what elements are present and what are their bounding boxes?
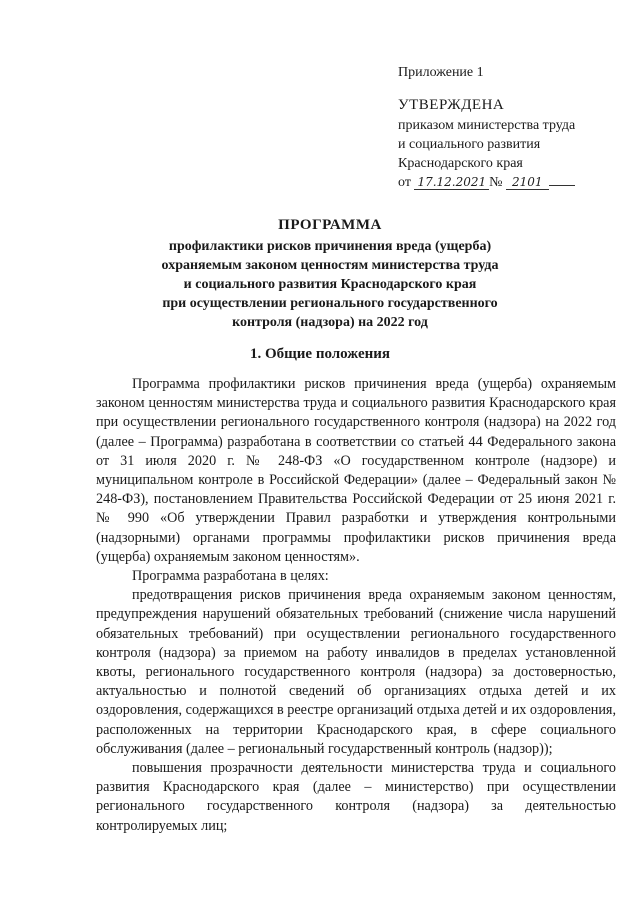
section-heading: 1. Общие положения [249,346,391,362]
paragraph-intro: Программа профилактики рисков причинения вреда (ущерба) охраняемым законом ценностям министерства труда и социального развития Краснодарского края при осуществлении регионального государственного контроля (надзора) на 2022 год (далее – Программа) разработана в соответствии со статьей 44 Федерального закона от 31 июля 2020 г. № 248-ФЗ «О государственном контроле (надзоре) и муниципальном контроле в Российской Федерации» (далее – Федеральный закон № 248-ФЗ), постановлением Правительства Российской Федерации от 25 июня 2021 г. № 990 «Об утверждении Правил разработки и утверждения контрольными (надзорными) органами программы профилактики рисков причинения вреда (ущерба) охраняемым законом ценностям». [96,376,616,565]
approval-line-3: Краснодарского края [398,156,523,171]
program-title: ПРОГРАММА [278,217,382,233]
title-line-4: при осуществлении регионального государственного [162,296,498,311]
appendix-label: Приложение 1 [398,65,484,80]
number-sign: № [489,175,503,190]
paragraph-goal-2: повышения прозрачности деятельности министерства труда и социального развития Краснодарского края (далее – министерство) при осуществлении регионального государственного контроля (надзора) за деятельностью контролируемых лиц; [96,760,616,834]
approval-block [398,96,575,192]
handwritten-number: 2101 [506,175,549,190]
signature-underline [549,175,575,186]
approved-heading: УТВЕРЖДЕНА [398,97,505,113]
title-line-2: охраняемым законом ценностям министерства труда [161,258,499,273]
approval-line-1: приказом министерства труда [398,118,576,133]
paragraph-goal-1: предотвращения рисков причинения вреда охраняемым законом ценностям, предупреждения нарушений обязательных требований (снижение числа нарушений обязательных требований) при осуществлении регионального государственного контроля (надзора) за приемом на работу инвалидов в пределах установленной квоты, регионального государственного контроля (надзора) за достоверностью, актуальностью и полнотой сведений об организациях отдыха детей и их оздоровления, содержащихся в реестре организаций отдыха детей и их оздоровления, расположенных на территории Краснодарского края, в сфере социального обслуживания (далее – региональный государственный контроль (надзор)); [96,587,616,757]
paragraph-goals-intro: Программа разработана в целях: [132,568,329,585]
approval-line-2: и социального развития [398,137,541,152]
date-prefix: от [398,175,411,190]
handwritten-date: 17.12.2021 [414,175,489,190]
title-line-5: контроля (надзора) на 2022 год [232,315,428,330]
approval-date-line [398,173,575,192]
title-line-1: профилактики рисков причинения вреда (ущерба) [168,239,492,254]
title-line-3: и социального развития Краснодарского края [183,277,477,292]
program-title-block [130,216,530,332]
document-body [96,375,616,836]
